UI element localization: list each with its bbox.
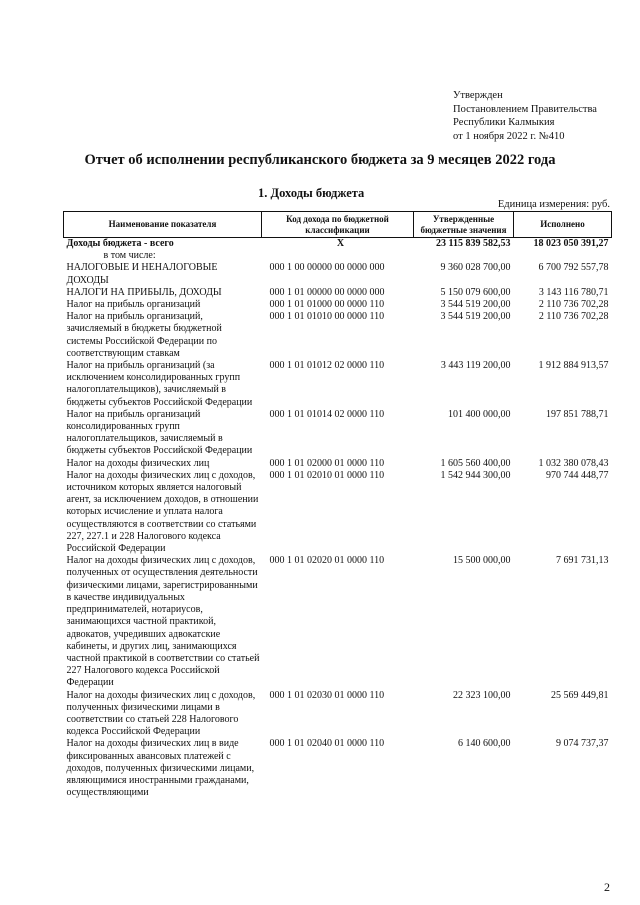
cell-approved: 5 150 079 600,00 bbox=[440, 286, 511, 298]
cell-approved: 15 500 000,00 bbox=[453, 555, 511, 567]
table-header-row bbox=[64, 212, 612, 238]
cell-code: 000 1 01 02000 01 0000 110 bbox=[269, 457, 385, 469]
approval-line: Утвержден bbox=[453, 90, 503, 101]
table-row bbox=[64, 360, 612, 409]
approval-block bbox=[453, 89, 597, 143]
header-executed: Исполнено bbox=[514, 212, 612, 238]
cell-name: Налог на доходы физических лиц с доходов, полученных от осуществления деятельности физическими лицами, зарегистрированными в качестве индивидуальных предпринимателей, нотариусов, занимающихся частной практикой, адвокатов, учредивших адвокатские кабинеты, и других лиц, занимающихся частной практикой в соответствии со статьей 227 Налогового кодекса Российской Федерации bbox=[66, 555, 260, 689]
cell-name: Налог на доходы физических лиц с доходов, источником которых является налоговый агент, за исключением доходов, в отношении которых исчисление и уплата налога осуществляются в соответствии со статьями 227, 227.1 и 228 Налогового кодекса Российской Федерации bbox=[66, 469, 259, 555]
cell-name: Налог на прибыль организаций консолидированных групп налогоплательщиков, зачисляемый в бюджеты субъектов Российской Федерации bbox=[66, 408, 253, 457]
cell-approved: 3 544 519 200,00 bbox=[440, 299, 511, 311]
table-row bbox=[64, 690, 612, 739]
cell-code: 000 1 01 02040 01 0000 110 bbox=[269, 738, 385, 750]
cell-approved: 9 360 028 700,00 bbox=[440, 262, 511, 274]
cell-executed: 9 074 737,37 bbox=[556, 738, 609, 750]
table-row bbox=[64, 262, 612, 286]
table-row bbox=[64, 311, 612, 360]
table-row bbox=[64, 299, 612, 311]
table-row bbox=[64, 458, 612, 470]
cell-name: в том числе: bbox=[103, 250, 156, 262]
cell-code: 000 1 00 00000 00 0000 000 bbox=[269, 262, 385, 274]
cell-code: 000 1 01 01000 00 0000 110 bbox=[269, 299, 385, 311]
cell-executed: 7 691 731,13 bbox=[556, 555, 609, 567]
cell-name: Налог на прибыль организаций, зачисляемый в бюджеты бюджетной системы Российской Федерации по соответствующим ставкам bbox=[66, 311, 222, 359]
cell-name: Налог на прибыль организаций bbox=[66, 299, 201, 311]
cell-executed: 18 023 050 391,27 bbox=[533, 238, 609, 249]
revenue-table bbox=[63, 211, 612, 799]
cell-executed: 2 110 736 702,28 bbox=[538, 299, 609, 311]
cell-approved bbox=[414, 250, 514, 262]
cell-executed: 1 032 380 078,43 bbox=[538, 457, 609, 469]
document-title: Отчет об исполнении республиканского бюджета за 9 месяцев 2022 года bbox=[84, 152, 556, 168]
cell-name: Налог на доходы физических лиц в виде фиксированных авансовых платежей с доходов, полученных физическими лицами, являющимися иностранными гражданами, осуществляющими bbox=[66, 738, 255, 799]
cell-approved: 3 443 119 200,00 bbox=[440, 360, 511, 372]
table-row bbox=[64, 738, 612, 799]
table-row bbox=[64, 470, 612, 555]
table-row bbox=[64, 250, 612, 262]
approval-line: Постановлением Правительства bbox=[453, 103, 597, 115]
cell-approved: 1 605 560 400,00 bbox=[440, 457, 511, 469]
cell-approved: 1 542 944 300,00 bbox=[440, 469, 511, 481]
cell-approved: 101 400 000,00 bbox=[448, 408, 511, 420]
approval-line: Республики Калмыкия bbox=[453, 117, 555, 128]
table-row bbox=[64, 555, 612, 689]
table-row bbox=[64, 409, 612, 458]
cell-name: Доходы бюджета - всего bbox=[66, 238, 174, 249]
cell-code: 000 1 01 01012 02 0000 110 bbox=[269, 360, 385, 372]
header-approved: Утвержденные бюджетные значения bbox=[414, 212, 514, 238]
cell-executed bbox=[514, 250, 612, 262]
cell-executed: 970 744 448,77 bbox=[546, 469, 609, 481]
table-row bbox=[64, 287, 612, 299]
header-code: Код дохода по бюджетной классификации bbox=[262, 212, 414, 238]
cell-name: НАЛОГОВЫЕ И НЕНАЛОГОВЫЕ ДОХОДЫ bbox=[66, 262, 218, 286]
cell-approved: 22 323 100,00 bbox=[453, 689, 511, 701]
cell-code: 000 1 01 01014 02 0000 110 bbox=[269, 408, 385, 420]
cell-code: 000 1 01 02020 01 0000 110 bbox=[269, 555, 385, 567]
cell-code: 000 1 01 02010 01 0000 110 bbox=[269, 469, 385, 481]
cell-executed: 6 700 792 557,78 bbox=[538, 262, 609, 274]
section-heading: 1. Доходы бюджета bbox=[258, 186, 365, 200]
cell-approved: 23 115 839 582,53 bbox=[436, 238, 511, 249]
cell-code bbox=[262, 250, 414, 262]
cell-code: 000 1 01 02030 01 0000 110 bbox=[269, 689, 385, 701]
cell-executed: 25 569 449,81 bbox=[551, 689, 609, 701]
cell-name: Налог на доходы физических лиц с доходов, полученных физическими лицами в соответствии со статьей 228 Налогового кодекса Российской Федерации bbox=[66, 689, 256, 738]
header-name: Наименование показателя bbox=[64, 212, 262, 238]
units-label: Единица измерения: руб. bbox=[497, 199, 610, 210]
cell-code: 000 1 01 01010 00 0000 110 bbox=[269, 311, 385, 323]
cell-name: НАЛОГИ НА ПРИБЫЛЬ, ДОХОДЫ bbox=[66, 286, 222, 298]
approval-line: от 1 ноября 2022 г. №410 bbox=[453, 130, 565, 142]
cell-name: Налог на прибыль организаций (за исключением консолидированных групп налогоплательщиков), зачисляемый в бюджеты субъектов Российской Федерации bbox=[66, 360, 253, 408]
cell-approved: 3 544 519 200,00 bbox=[440, 311, 511, 323]
cell-executed: 197 851 788,71 bbox=[546, 408, 609, 420]
cell-approved: 6 140 600,00 bbox=[458, 738, 511, 750]
cell-code: 000 1 01 00000 00 0000 000 bbox=[269, 286, 385, 298]
cell-executed: 3 143 116 780,71 bbox=[538, 286, 609, 298]
page-number: 2 bbox=[604, 880, 610, 894]
cell-name: Налог на доходы физических лиц bbox=[66, 457, 210, 469]
cell-executed: 1 912 884 913,57 bbox=[538, 360, 609, 372]
cell-executed: 2 110 736 702,28 bbox=[538, 311, 609, 323]
table-row-total bbox=[64, 238, 612, 251]
cell-code: X bbox=[336, 238, 345, 249]
